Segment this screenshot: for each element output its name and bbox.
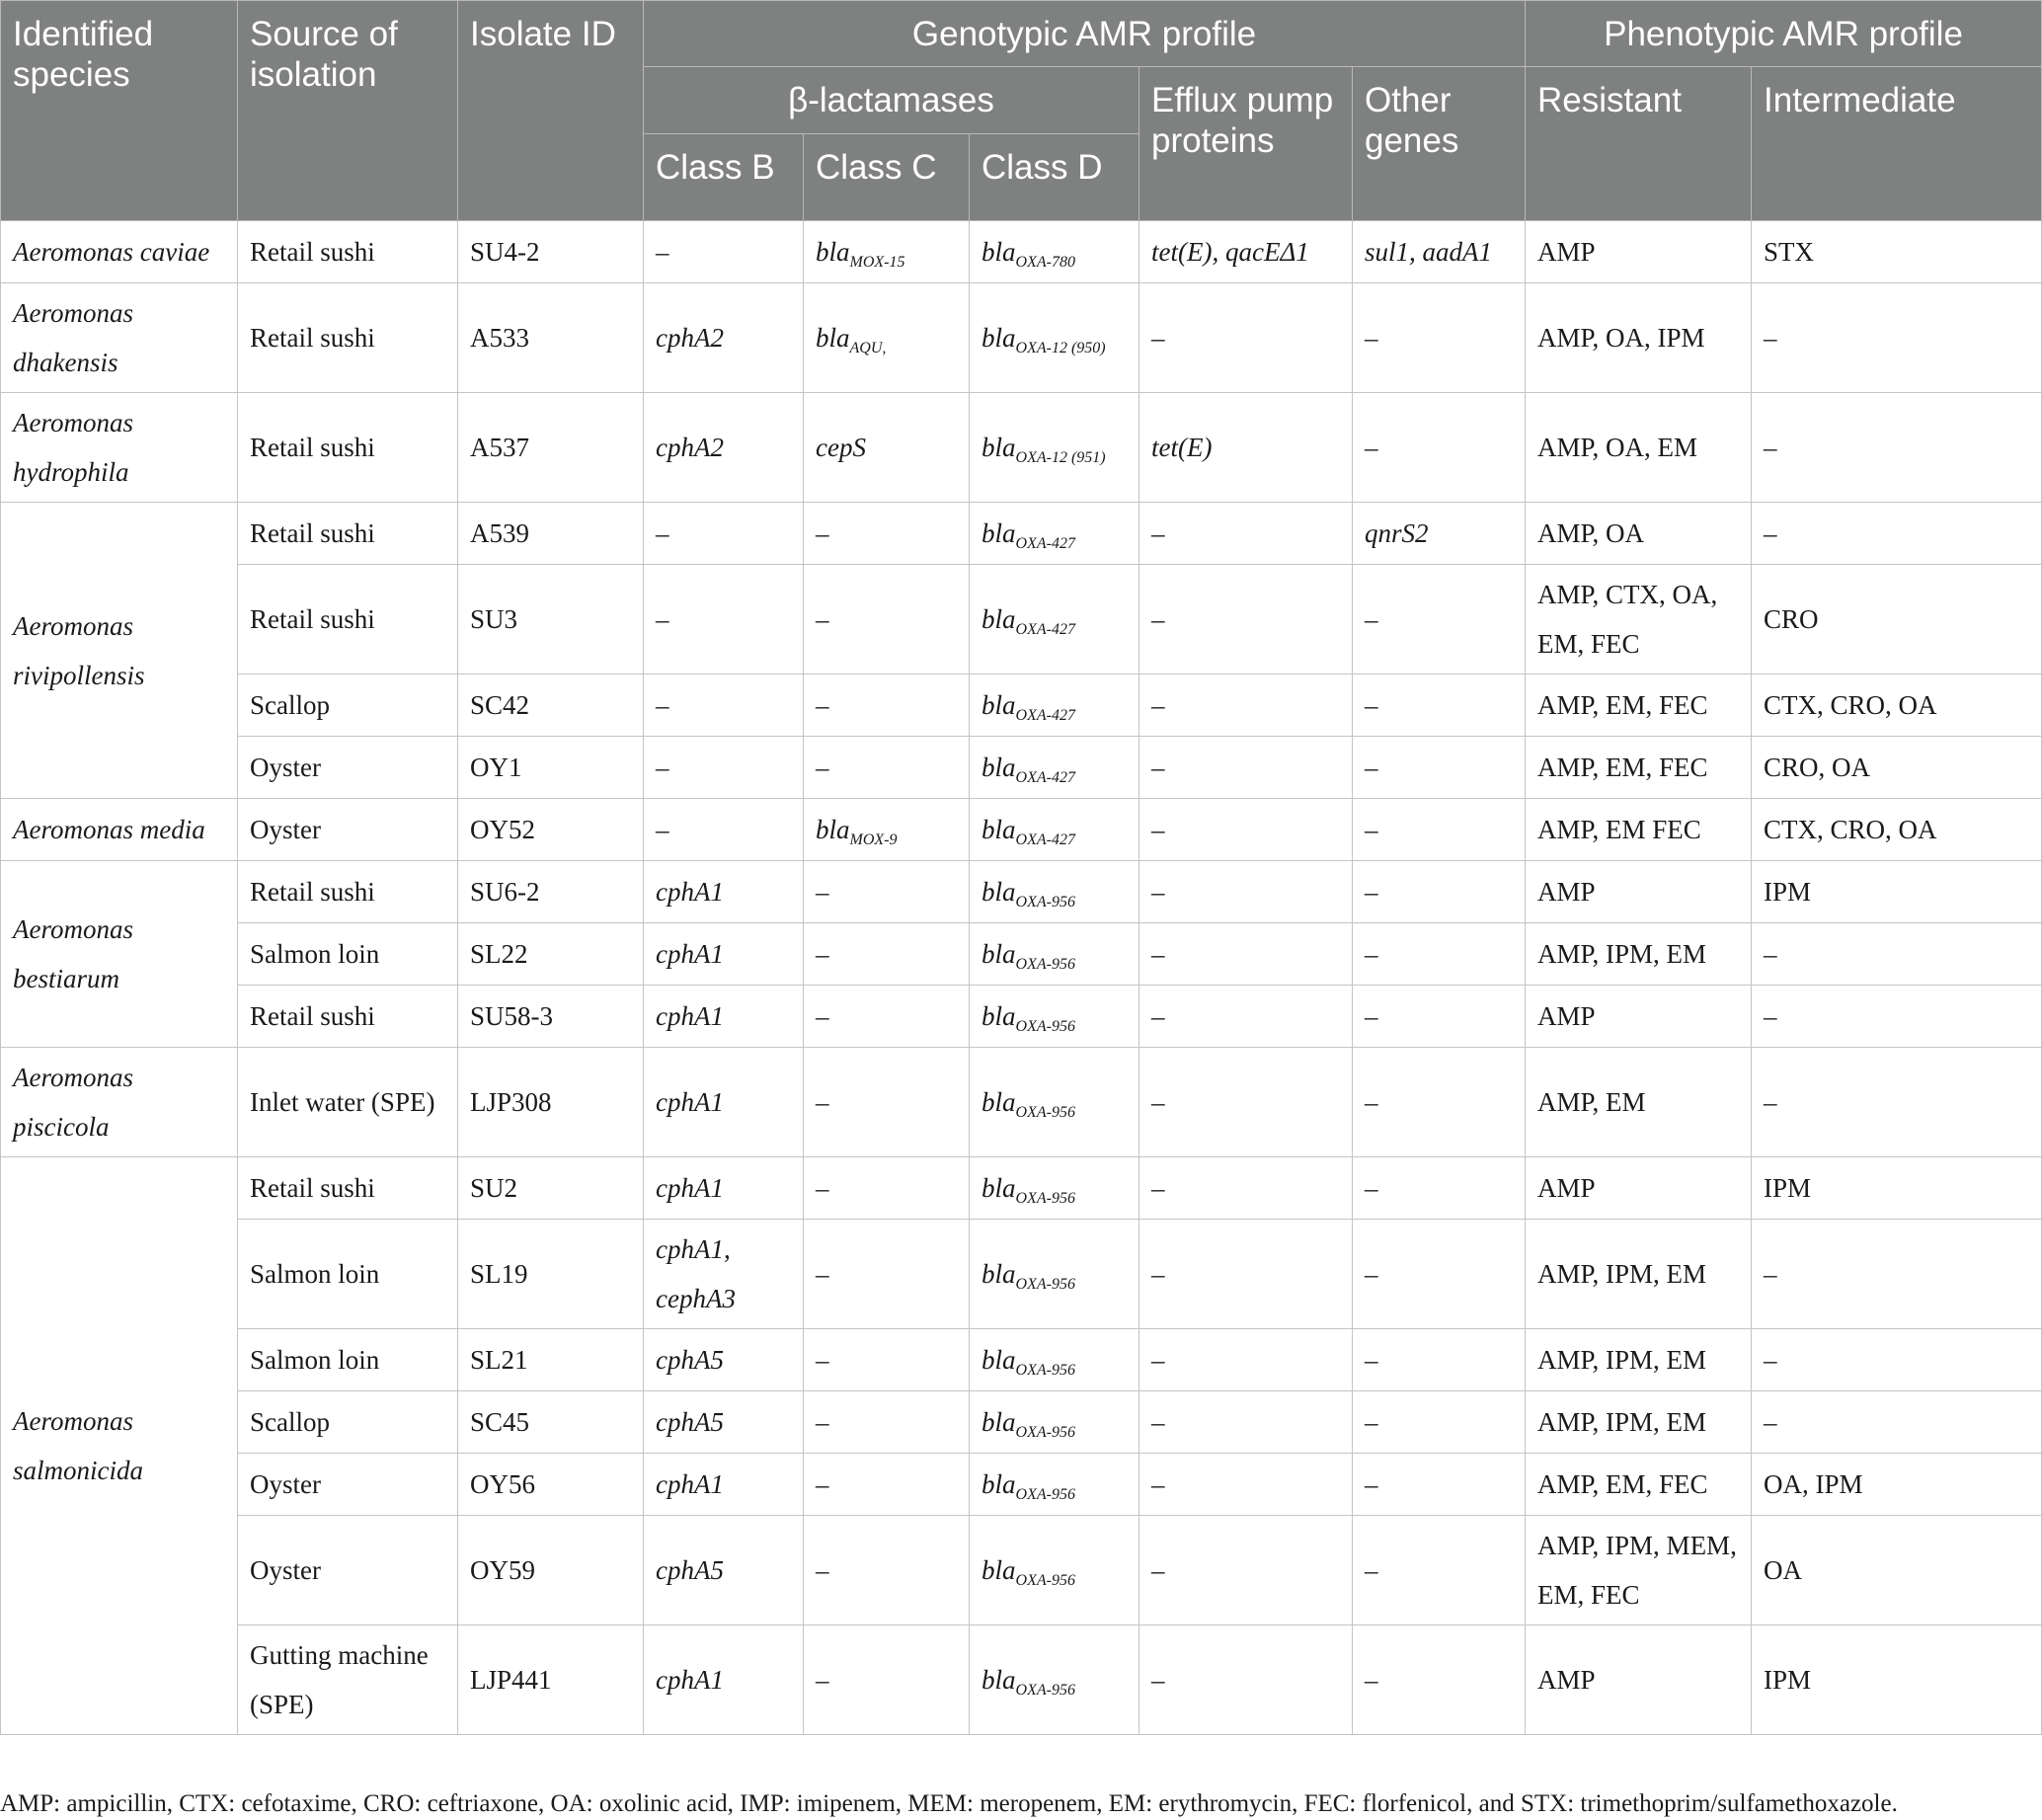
isolate-id-cell: SU4-2 xyxy=(458,221,644,283)
other-genes-cell: sul1, aadA1 xyxy=(1353,221,1526,283)
efflux-cell: – xyxy=(1139,283,1353,393)
header-source-of-isolation: Source of isolation xyxy=(238,1,458,221)
table-row xyxy=(1,565,2042,674)
class-b-cell: – xyxy=(644,737,804,799)
other-genes-cell: – xyxy=(1353,1625,1526,1735)
source-cell: Retail sushi xyxy=(238,861,458,923)
source-cell: Oyster xyxy=(238,737,458,799)
efflux-cell: – xyxy=(1139,737,1353,799)
other-genes-cell: – xyxy=(1353,861,1526,923)
efflux-cell: tet(E) xyxy=(1139,393,1353,503)
efflux-cell: – xyxy=(1139,503,1353,565)
class-b-cell: cphA5 xyxy=(644,1329,804,1391)
isolate-id-cell: SC42 xyxy=(458,674,644,737)
gene-name: bla xyxy=(982,815,1016,844)
isolate-id-cell: OY1 xyxy=(458,737,644,799)
intermediate-cell: IPM xyxy=(1752,861,2042,923)
table-row xyxy=(1,986,2042,1048)
gene-name: bla xyxy=(982,1469,1016,1499)
gene-name: – xyxy=(816,604,829,634)
class-d-cell xyxy=(970,737,1139,799)
class-d-cell xyxy=(970,1391,1139,1454)
header-class-d: Class D xyxy=(970,134,1139,221)
table-row xyxy=(1,283,2042,393)
intermediate-cell: – xyxy=(1752,923,2042,986)
class-b-cell: – xyxy=(644,565,804,674)
other-genes-cell: – xyxy=(1353,674,1526,737)
gene-subscript: OXA-956 xyxy=(1015,1682,1075,1699)
header-class-c: Class C xyxy=(804,134,970,221)
gene-name: bla xyxy=(816,323,850,353)
class-d-cell xyxy=(970,283,1139,393)
other-genes-cell: – xyxy=(1353,1220,1526,1329)
species-cell: Aeromonas media xyxy=(1,799,238,861)
intermediate-cell: CTX, CRO, OA xyxy=(1752,674,2042,737)
source-cell: Salmon loin xyxy=(238,1329,458,1391)
resistant-cell: AMP, IPM, EM xyxy=(1526,923,1752,986)
gene-name: bla xyxy=(982,433,1016,462)
gene-subscript: OXA-427 xyxy=(1015,707,1075,724)
header-efflux-pump-proteins: Efflux pump proteins xyxy=(1139,67,1353,221)
source-cell: Scallop xyxy=(238,1391,458,1454)
intermediate-cell: IPM xyxy=(1752,1625,2042,1735)
intermediate-cell: OA xyxy=(1752,1516,2042,1625)
species-cell: Aeromonas bestiarum xyxy=(1,861,238,1048)
class-b-cell: cphA5 xyxy=(644,1391,804,1454)
gene-subscript: OXA-956 xyxy=(1015,956,1075,973)
gene-name: – xyxy=(816,690,829,720)
intermediate-cell: IPM xyxy=(1752,1157,2042,1220)
class-d-cell xyxy=(970,1048,1139,1157)
source-cell: Gutting machine (SPE) xyxy=(238,1625,458,1735)
gene-name: bla xyxy=(982,323,1016,353)
class-d-cell xyxy=(970,1329,1139,1391)
gene-subscript: OXA-956 xyxy=(1015,1486,1075,1503)
class-b-cell: – xyxy=(644,221,804,283)
gene-subscript: OXA-12 (951) xyxy=(1015,449,1106,466)
resistant-cell: AMP, EM, FEC xyxy=(1526,674,1752,737)
other-genes-cell: – xyxy=(1353,1454,1526,1516)
table-row xyxy=(1,923,2042,986)
isolate-id-cell: SU6-2 xyxy=(458,861,644,923)
class-c-cell xyxy=(804,1516,970,1625)
class-b-cell: cphA5 xyxy=(644,1516,804,1625)
gene-subscript: OXA-956 xyxy=(1015,894,1075,910)
other-genes-cell: – xyxy=(1353,986,1526,1048)
resistant-cell: AMP, OA, EM xyxy=(1526,393,1752,503)
efflux-cell: – xyxy=(1139,1516,1353,1625)
resistant-cell: AMP, EM, FEC xyxy=(1526,737,1752,799)
resistant-cell: AMP xyxy=(1526,221,1752,283)
class-c-cell xyxy=(804,503,970,565)
other-genes-cell: – xyxy=(1353,1157,1526,1220)
intermediate-cell: – xyxy=(1752,986,2042,1048)
table-footnote: AMP: ampicillin, CTX: cefotaxime, CRO: ceftriaxone, OA: oxolinic acid, IMP: imipenem, MEM: meropenem, EM: erythromycin, FEC: florfenicol, and STX: trimethoprim/sulfamethoxazole. xyxy=(0,1790,1898,1817)
efflux-cell: – xyxy=(1139,1157,1353,1220)
gene-name: bla xyxy=(982,237,1016,267)
efflux-cell: tet(E), qacEΔ1 xyxy=(1139,221,1353,283)
source-cell: Retail sushi xyxy=(238,393,458,503)
intermediate-cell: STX xyxy=(1752,221,2042,283)
other-genes-cell: – xyxy=(1353,283,1526,393)
isolate-id-cell: SL22 xyxy=(458,923,644,986)
gene-name: bla xyxy=(982,752,1016,782)
gene-name: bla xyxy=(982,1407,1016,1437)
class-b-cell: cphA1 xyxy=(644,923,804,986)
intermediate-cell: – xyxy=(1752,393,2042,503)
intermediate-cell: CRO xyxy=(1752,565,2042,674)
class-d-cell xyxy=(970,1454,1139,1516)
gene-name: bla xyxy=(982,1665,1016,1695)
intermediate-cell: CTX, CRO, OA xyxy=(1752,799,2042,861)
species-cell: Aeromonas salmonicida xyxy=(1,1157,238,1735)
class-d-cell xyxy=(970,393,1139,503)
class-c-cell xyxy=(804,1329,970,1391)
class-d-cell xyxy=(970,923,1139,986)
source-cell: Retail sushi xyxy=(238,503,458,565)
class-b-cell: cphA1 xyxy=(644,986,804,1048)
gene-name: bla xyxy=(982,1087,1016,1117)
class-c-cell xyxy=(804,1048,970,1157)
species-cell: Aeromonas caviae xyxy=(1,221,238,283)
class-b-cell: cphA1 xyxy=(644,1454,804,1516)
gene-name: – xyxy=(816,1259,829,1289)
isolate-id-cell: SL21 xyxy=(458,1329,644,1391)
gene-subscript: OXA-956 xyxy=(1015,1276,1075,1293)
class-b-cell: cphA1 xyxy=(644,1048,804,1157)
source-cell: Retail sushi xyxy=(238,565,458,674)
gene-subscript: MOX-9 xyxy=(849,831,898,848)
other-genes-cell: – xyxy=(1353,1329,1526,1391)
efflux-cell: – xyxy=(1139,799,1353,861)
gene-name: – xyxy=(816,1087,829,1117)
intermediate-cell: – xyxy=(1752,1220,2042,1329)
intermediate-cell: – xyxy=(1752,1048,2042,1157)
gene-name: – xyxy=(816,1665,829,1695)
efflux-cell: – xyxy=(1139,1329,1353,1391)
efflux-cell: – xyxy=(1139,1454,1353,1516)
source-cell: Salmon loin xyxy=(238,923,458,986)
isolate-id-cell: OY52 xyxy=(458,799,644,861)
isolate-id-cell: SU3 xyxy=(458,565,644,674)
class-c-cell xyxy=(804,923,970,986)
intermediate-cell: – xyxy=(1752,503,2042,565)
table-row xyxy=(1,221,2042,283)
isolate-id-cell: SU58-3 xyxy=(458,986,644,1048)
efflux-cell: – xyxy=(1139,565,1353,674)
species-cell: Aeromonas rivipollensis xyxy=(1,503,238,799)
class-c-cell xyxy=(804,1157,970,1220)
gene-name: bla xyxy=(982,518,1016,548)
class-c-cell xyxy=(804,1391,970,1454)
species-cell: Aeromonas dhakensis xyxy=(1,283,238,393)
class-b-cell: cphA1, cephA3 xyxy=(644,1220,804,1329)
class-b-cell: cphA1 xyxy=(644,1625,804,1735)
source-cell: Retail sushi xyxy=(238,1157,458,1220)
resistant-cell: AMP, IPM, EM xyxy=(1526,1391,1752,1454)
header-phenotypic-amr-profile: Phenotypic AMR profile xyxy=(1526,1,2042,67)
other-genes-cell: – xyxy=(1353,923,1526,986)
class-d-cell xyxy=(970,861,1139,923)
source-cell: Retail sushi xyxy=(238,283,458,393)
table-row xyxy=(1,1220,2042,1329)
class-d-cell xyxy=(970,565,1139,674)
other-genes-cell: – xyxy=(1353,565,1526,674)
class-b-cell: – xyxy=(644,503,804,565)
isolate-id-cell: SU2 xyxy=(458,1157,644,1220)
gene-name: bla xyxy=(982,1001,1016,1031)
resistant-cell: AMP, IPM, EM xyxy=(1526,1220,1752,1329)
resistant-cell: AMP xyxy=(1526,1157,1752,1220)
source-cell: Oyster xyxy=(238,799,458,861)
intermediate-cell: – xyxy=(1752,283,2042,393)
efflux-cell: – xyxy=(1139,1048,1353,1157)
table-row xyxy=(1,1329,2042,1391)
species-cell: Aeromonas piscicola xyxy=(1,1048,238,1157)
class-d-cell xyxy=(970,986,1139,1048)
resistant-cell: AMP, OA, IPM xyxy=(1526,283,1752,393)
gene-name: – xyxy=(816,1469,829,1499)
class-c-cell xyxy=(804,393,970,503)
header-intermediate: Intermediate xyxy=(1752,67,2042,221)
header-other-genes: Other genes xyxy=(1353,67,1526,221)
gene-name: bla xyxy=(982,690,1016,720)
gene-subscript: AQU, xyxy=(849,340,887,356)
class-c-cell xyxy=(804,1625,970,1735)
class-b-cell: cphA2 xyxy=(644,283,804,393)
gene-name: bla xyxy=(982,604,1016,634)
resistant-cell: AMP, OA xyxy=(1526,503,1752,565)
table-row xyxy=(1,503,2042,565)
gene-subscript: OXA-956 xyxy=(1015,1104,1075,1121)
table-body xyxy=(1,221,2042,1735)
source-cell: Scallop xyxy=(238,674,458,737)
source-cell: Retail sushi xyxy=(238,221,458,283)
header-genotypic-amr-profile: Genotypic AMR profile xyxy=(644,1,1526,67)
isolate-id-cell: OY59 xyxy=(458,1516,644,1625)
efflux-cell: – xyxy=(1139,1220,1353,1329)
gene-subscript: OXA-956 xyxy=(1015,1190,1075,1207)
isolate-id-cell: A539 xyxy=(458,503,644,565)
gene-name: bla xyxy=(982,939,1016,969)
gene-subscript: OXA-780 xyxy=(1015,254,1075,271)
efflux-cell: – xyxy=(1139,1625,1353,1735)
class-b-cell: – xyxy=(644,674,804,737)
efflux-cell: – xyxy=(1139,923,1353,986)
table-row xyxy=(1,1391,2042,1454)
gene-subscript: OXA-956 xyxy=(1015,1362,1075,1379)
other-genes-cell: – xyxy=(1353,1516,1526,1625)
class-c-cell xyxy=(804,737,970,799)
class-b-cell: – xyxy=(644,799,804,861)
table-row xyxy=(1,1516,2042,1625)
isolate-id-cell: LJP441 xyxy=(458,1625,644,1735)
table-row xyxy=(1,1625,2042,1735)
other-genes-cell: – xyxy=(1353,393,1526,503)
table-row xyxy=(1,861,2042,923)
source-cell: Oyster xyxy=(238,1454,458,1516)
gene-name: bla xyxy=(816,237,850,267)
gene-subscript: OXA-427 xyxy=(1015,621,1075,638)
class-c-cell xyxy=(804,1454,970,1516)
table-row xyxy=(1,1157,2042,1220)
isolate-id-cell: OY56 xyxy=(458,1454,644,1516)
resistant-cell: AMP xyxy=(1526,861,1752,923)
efflux-cell: – xyxy=(1139,986,1353,1048)
isolate-id-cell: A537 xyxy=(458,393,644,503)
species-cell: Aeromonas hydrophila xyxy=(1,393,238,503)
header-beta-lactamases: β-lactamases xyxy=(644,67,1139,134)
intermediate-cell: CRO, OA xyxy=(1752,737,2042,799)
source-cell: Retail sushi xyxy=(238,986,458,1048)
class-b-cell: cphA1 xyxy=(644,861,804,923)
isolate-id-cell: LJP308 xyxy=(458,1048,644,1157)
other-genes-cell: – xyxy=(1353,1391,1526,1454)
gene-name: – xyxy=(816,1001,829,1031)
resistant-cell: AMP, CTX, OA, EM, FEC xyxy=(1526,565,1752,674)
gene-name: – xyxy=(816,1173,829,1203)
header-isolate-id: Isolate ID xyxy=(458,1,644,221)
gene-name: bla xyxy=(982,1555,1016,1585)
resistant-cell: AMP, EM xyxy=(1526,1048,1752,1157)
gene-subscript: OXA-956 xyxy=(1015,1572,1075,1589)
class-c-cell xyxy=(804,861,970,923)
efflux-cell: – xyxy=(1139,861,1353,923)
gene-subscript: OXA-427 xyxy=(1015,831,1075,848)
other-genes-cell: qnrS2 xyxy=(1353,503,1526,565)
gene-subscript: MOX-15 xyxy=(849,254,905,271)
gene-name: – xyxy=(816,1345,829,1375)
resistant-cell: AMP, IPM, EM xyxy=(1526,1329,1752,1391)
intermediate-cell: – xyxy=(1752,1329,2042,1391)
class-c-cell xyxy=(804,221,970,283)
other-genes-cell: – xyxy=(1353,799,1526,861)
class-d-cell xyxy=(970,674,1139,737)
class-b-cell: cphA2 xyxy=(644,393,804,503)
gene-name: – xyxy=(816,1407,829,1437)
gene-subscript: OXA-427 xyxy=(1015,535,1075,552)
gene-name: – xyxy=(816,939,829,969)
table-row xyxy=(1,799,2042,861)
other-genes-cell: – xyxy=(1353,737,1526,799)
class-c-cell xyxy=(804,674,970,737)
gene-subscript: OXA-956 xyxy=(1015,1424,1075,1441)
class-c-cell xyxy=(804,565,970,674)
resistant-cell: AMP, EM FEC xyxy=(1526,799,1752,861)
class-b-cell: cphA1 xyxy=(644,1157,804,1220)
class-d-cell xyxy=(970,1625,1139,1735)
table-header xyxy=(1,1,2042,221)
intermediate-cell: OA, IPM xyxy=(1752,1454,2042,1516)
efflux-cell: – xyxy=(1139,1391,1353,1454)
header-identified-species: Identified species xyxy=(1,1,238,221)
resistant-cell: AMP, IPM, MEM, EM, FEC xyxy=(1526,1516,1752,1625)
table-row xyxy=(1,674,2042,737)
gene-subscript: OXA-12 (950) xyxy=(1015,340,1106,356)
efflux-cell: – xyxy=(1139,674,1353,737)
table-row xyxy=(1,1048,2042,1157)
resistant-cell: AMP, EM, FEC xyxy=(1526,1454,1752,1516)
source-cell: Inlet water (SPE) xyxy=(238,1048,458,1157)
gene-subscript: OXA-427 xyxy=(1015,769,1075,786)
other-genes-cell: – xyxy=(1353,1048,1526,1157)
class-c-cell xyxy=(804,799,970,861)
gene-name: bla xyxy=(816,815,850,844)
gene-subscript: OXA-956 xyxy=(1015,1018,1075,1035)
header-resistant: Resistant xyxy=(1526,67,1752,221)
class-d-cell xyxy=(970,1516,1139,1625)
gene-name: – xyxy=(816,1555,829,1585)
class-d-cell xyxy=(970,1157,1139,1220)
gene-name: bla xyxy=(982,1259,1016,1289)
table-row xyxy=(1,737,2042,799)
class-c-cell xyxy=(804,986,970,1048)
gene-name: bla xyxy=(982,1345,1016,1375)
gene-name: – xyxy=(816,877,829,907)
isolate-id-cell: A533 xyxy=(458,283,644,393)
class-d-cell xyxy=(970,1220,1139,1329)
header-class-b: Class B xyxy=(644,134,804,221)
class-d-cell xyxy=(970,799,1139,861)
class-d-cell xyxy=(970,503,1139,565)
class-c-cell xyxy=(804,283,970,393)
gene-name: – xyxy=(816,752,829,782)
source-cell: Oyster xyxy=(238,1516,458,1625)
intermediate-cell: – xyxy=(1752,1391,2042,1454)
isolate-id-cell: SL19 xyxy=(458,1220,644,1329)
isolate-id-cell: SC45 xyxy=(458,1391,644,1454)
gene-name: bla xyxy=(982,877,1016,907)
gene-name: bla xyxy=(982,1173,1016,1203)
resistant-cell: AMP xyxy=(1526,1625,1752,1735)
gene-name: cepS xyxy=(816,433,866,462)
source-cell: Salmon loin xyxy=(238,1220,458,1329)
table-row xyxy=(1,393,2042,503)
gene-name: – xyxy=(816,518,829,548)
class-d-cell xyxy=(970,221,1139,283)
resistant-cell: AMP xyxy=(1526,986,1752,1048)
table-row xyxy=(1,1454,2042,1516)
class-c-cell xyxy=(804,1220,970,1329)
